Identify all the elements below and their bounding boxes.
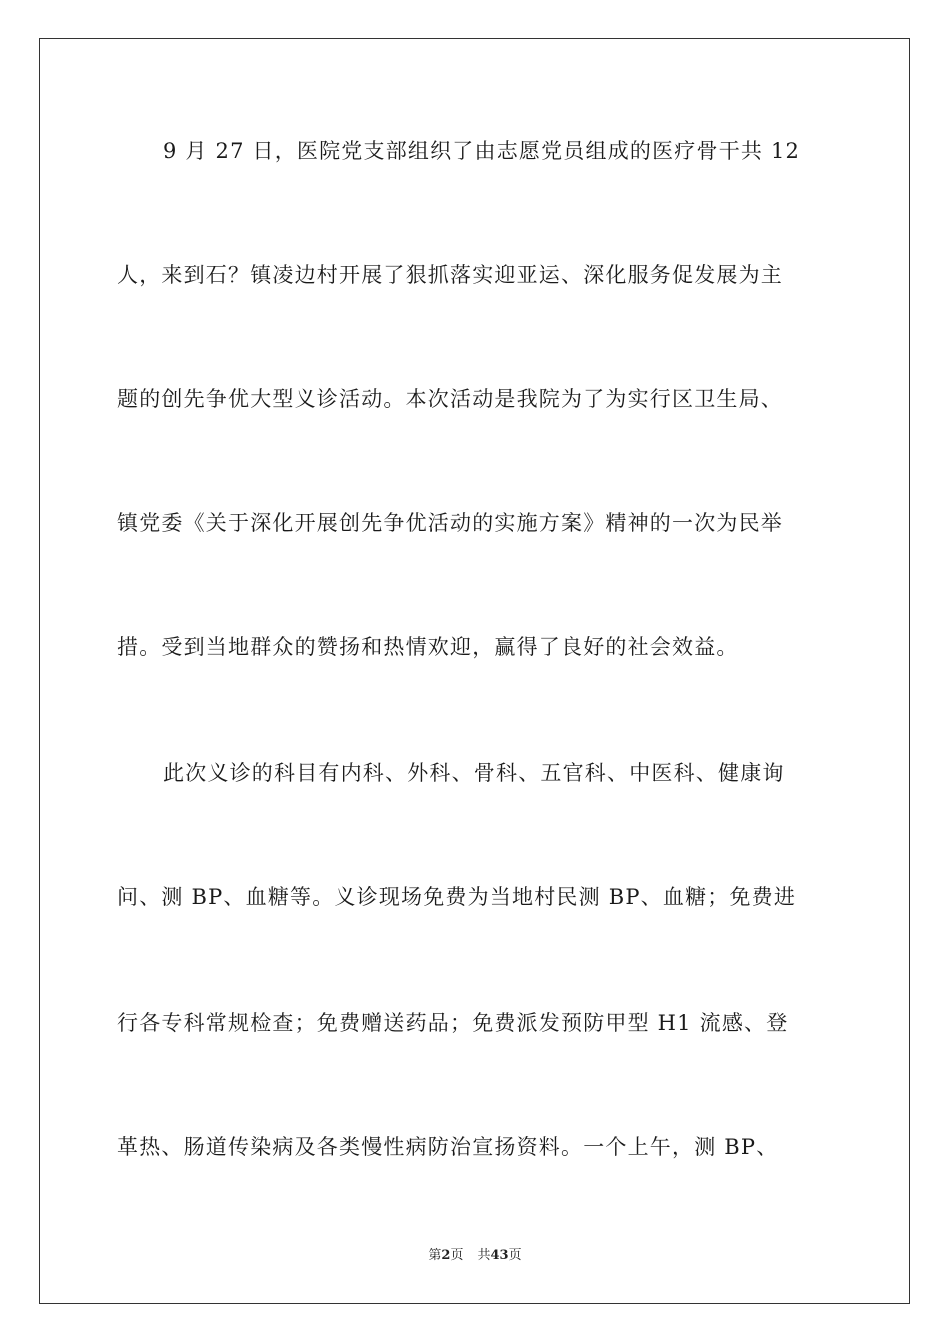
page-suffix: 页 bbox=[450, 1248, 464, 1263]
paragraph-1-line-5: 措。受到当地群众的赞扬和热情欢迎，赢得了良好的社会效益。 bbox=[117, 635, 739, 659]
page-number: 2 bbox=[441, 1248, 451, 1263]
paragraph-1-line-2: 人，来到石？镇凌边村开展了狠抓落实迎亚运、深化服务促发展为主 bbox=[117, 263, 783, 287]
page-footer bbox=[0, 1247, 950, 1265]
page-prefix: 第 bbox=[428, 1248, 442, 1263]
paragraph-2-line-2: 问、测 BP、血糖等。义诊现场免费为当地村民测 BP、血糖；免费进 bbox=[117, 885, 797, 909]
total-prefix: 共 bbox=[477, 1248, 491, 1263]
paragraph-2-line-1: 此次义诊的科目有内科、外科、骨科、五官科、中医科、健康询 bbox=[163, 761, 785, 785]
paragraph-1-line-1: 9 月 27 日，医院党支部组织了由志愿党员组成的医疗骨干共 12 bbox=[163, 139, 801, 163]
paragraph-2-line-4: 革热、肠道传染病及各类慢性病防治宣扬资料。一个上午，测 BP、 bbox=[117, 1135, 779, 1159]
page-border bbox=[39, 38, 910, 1304]
paragraph-1-line-4: 镇党委《关于深化开展创先争优活动的实施方案》精神的一次为民举 bbox=[117, 511, 783, 535]
total-pages: 43 bbox=[490, 1248, 509, 1263]
paragraph-2-line-3: 行各专科常规检查；免费赠送药品；免费派发预防甲型 H1 流感、登 bbox=[117, 1011, 789, 1035]
paragraph-1-line-3: 题的创先争优大型义诊活动。本次活动是我院为了为实行区卫生局、 bbox=[117, 387, 783, 411]
total-suffix: 页 bbox=[508, 1248, 522, 1263]
